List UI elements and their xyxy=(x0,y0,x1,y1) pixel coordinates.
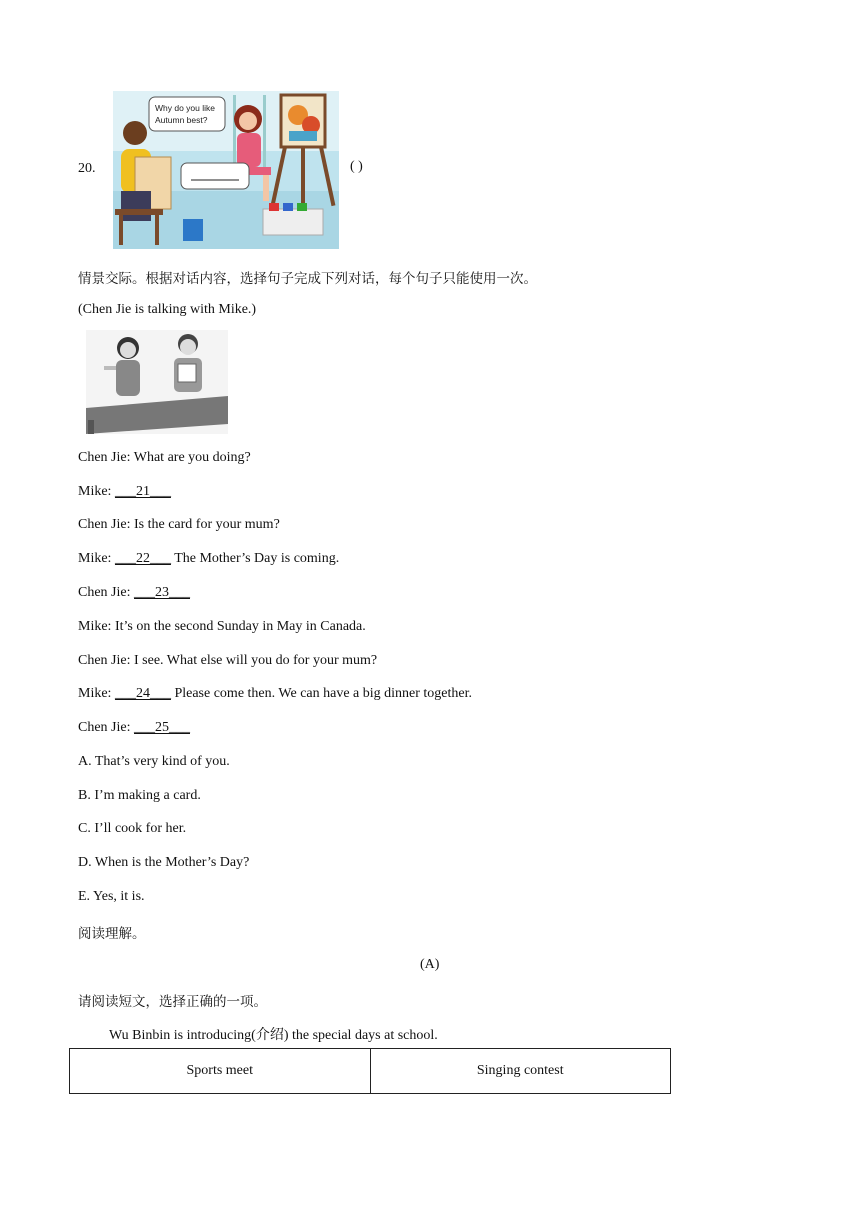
autumn-painting-illustration xyxy=(113,91,339,249)
line-text: It’s on the second Sunday in May in Canada. xyxy=(114,619,366,634)
speaker: Chen Jie: xyxy=(78,450,131,465)
option-b: B. I’m making a card. xyxy=(78,788,201,803)
line-text: I see. What else will you do for your mum? xyxy=(134,653,378,668)
line-text: Please come then. We can have a big dinner together. xyxy=(174,686,473,701)
speaker: Mike: xyxy=(78,686,112,701)
option-d: D. When is the Mother’s Day? xyxy=(78,855,250,870)
dialogue-line xyxy=(78,653,377,669)
table-row xyxy=(70,1049,671,1094)
dialogue-line xyxy=(78,551,339,567)
speaker: Chen Jie: xyxy=(78,720,131,735)
answer-blank-22[interactable]: ___22___ xyxy=(114,551,171,566)
dialogue-line xyxy=(78,720,190,736)
speaker: Chen Jie: xyxy=(78,585,131,600)
dialogue-line xyxy=(78,517,280,533)
dialogue-context: (Chen Jie is talking with Mike.) xyxy=(78,302,257,317)
answer-blank-23[interactable]: ___23___ xyxy=(134,585,190,600)
chen-jie-and-mike-illustration xyxy=(86,330,228,434)
dialogue-line xyxy=(78,585,190,601)
dialogue-line xyxy=(78,619,366,635)
speaker: Mike: xyxy=(78,551,112,566)
answer-blank-21[interactable]: ___21___ xyxy=(114,484,171,499)
line-text: The Mother’s Day is coming. xyxy=(174,551,340,566)
reading-title: 阅读理解。 xyxy=(78,926,146,942)
speaker: Mike: xyxy=(78,484,112,499)
speaker: Chen Jie: xyxy=(78,653,131,668)
speaker: Chen Jie: xyxy=(78,517,131,532)
dialogue-line xyxy=(78,484,171,500)
dialogue-line xyxy=(78,686,472,702)
table-header-cell: Singing contest xyxy=(370,1049,671,1094)
reading-instruction: 请阅读短文，选择正确的一项。 xyxy=(78,994,267,1010)
option-a: A. That’s very kind of you. xyxy=(78,754,230,769)
answer-parentheses: ( ) xyxy=(350,159,363,174)
line-text: Is the card for your mum? xyxy=(134,517,280,532)
answer-blank-25[interactable]: ___25___ xyxy=(134,720,190,735)
line-text: What are you doing? xyxy=(133,450,251,465)
table-header-cell: Sports meet xyxy=(70,1049,371,1094)
speaker: Mike: xyxy=(78,619,112,634)
option-e: E. Yes, it is. xyxy=(78,889,145,904)
svg-text:Why do you like: Why do you like xyxy=(155,103,215,113)
dialogue-line xyxy=(78,450,251,466)
special-days-table xyxy=(69,1048,671,1094)
question-number: 20. xyxy=(78,161,96,176)
dialogue-instruction: 情景交际。根据对话内容，选择句子完成下列对话，每个句子只能使用一次。 xyxy=(78,271,537,287)
svg-text:Autumn best?: Autumn best? xyxy=(155,115,208,125)
reading-intro: Wu Binbin is introducing(介绍) the special days at school. xyxy=(109,1028,438,1043)
reading-part-label: (A) xyxy=(420,957,440,972)
option-c: C. I’ll cook for her. xyxy=(78,821,187,836)
answer-blank-24[interactable]: ___24___ xyxy=(114,686,171,701)
